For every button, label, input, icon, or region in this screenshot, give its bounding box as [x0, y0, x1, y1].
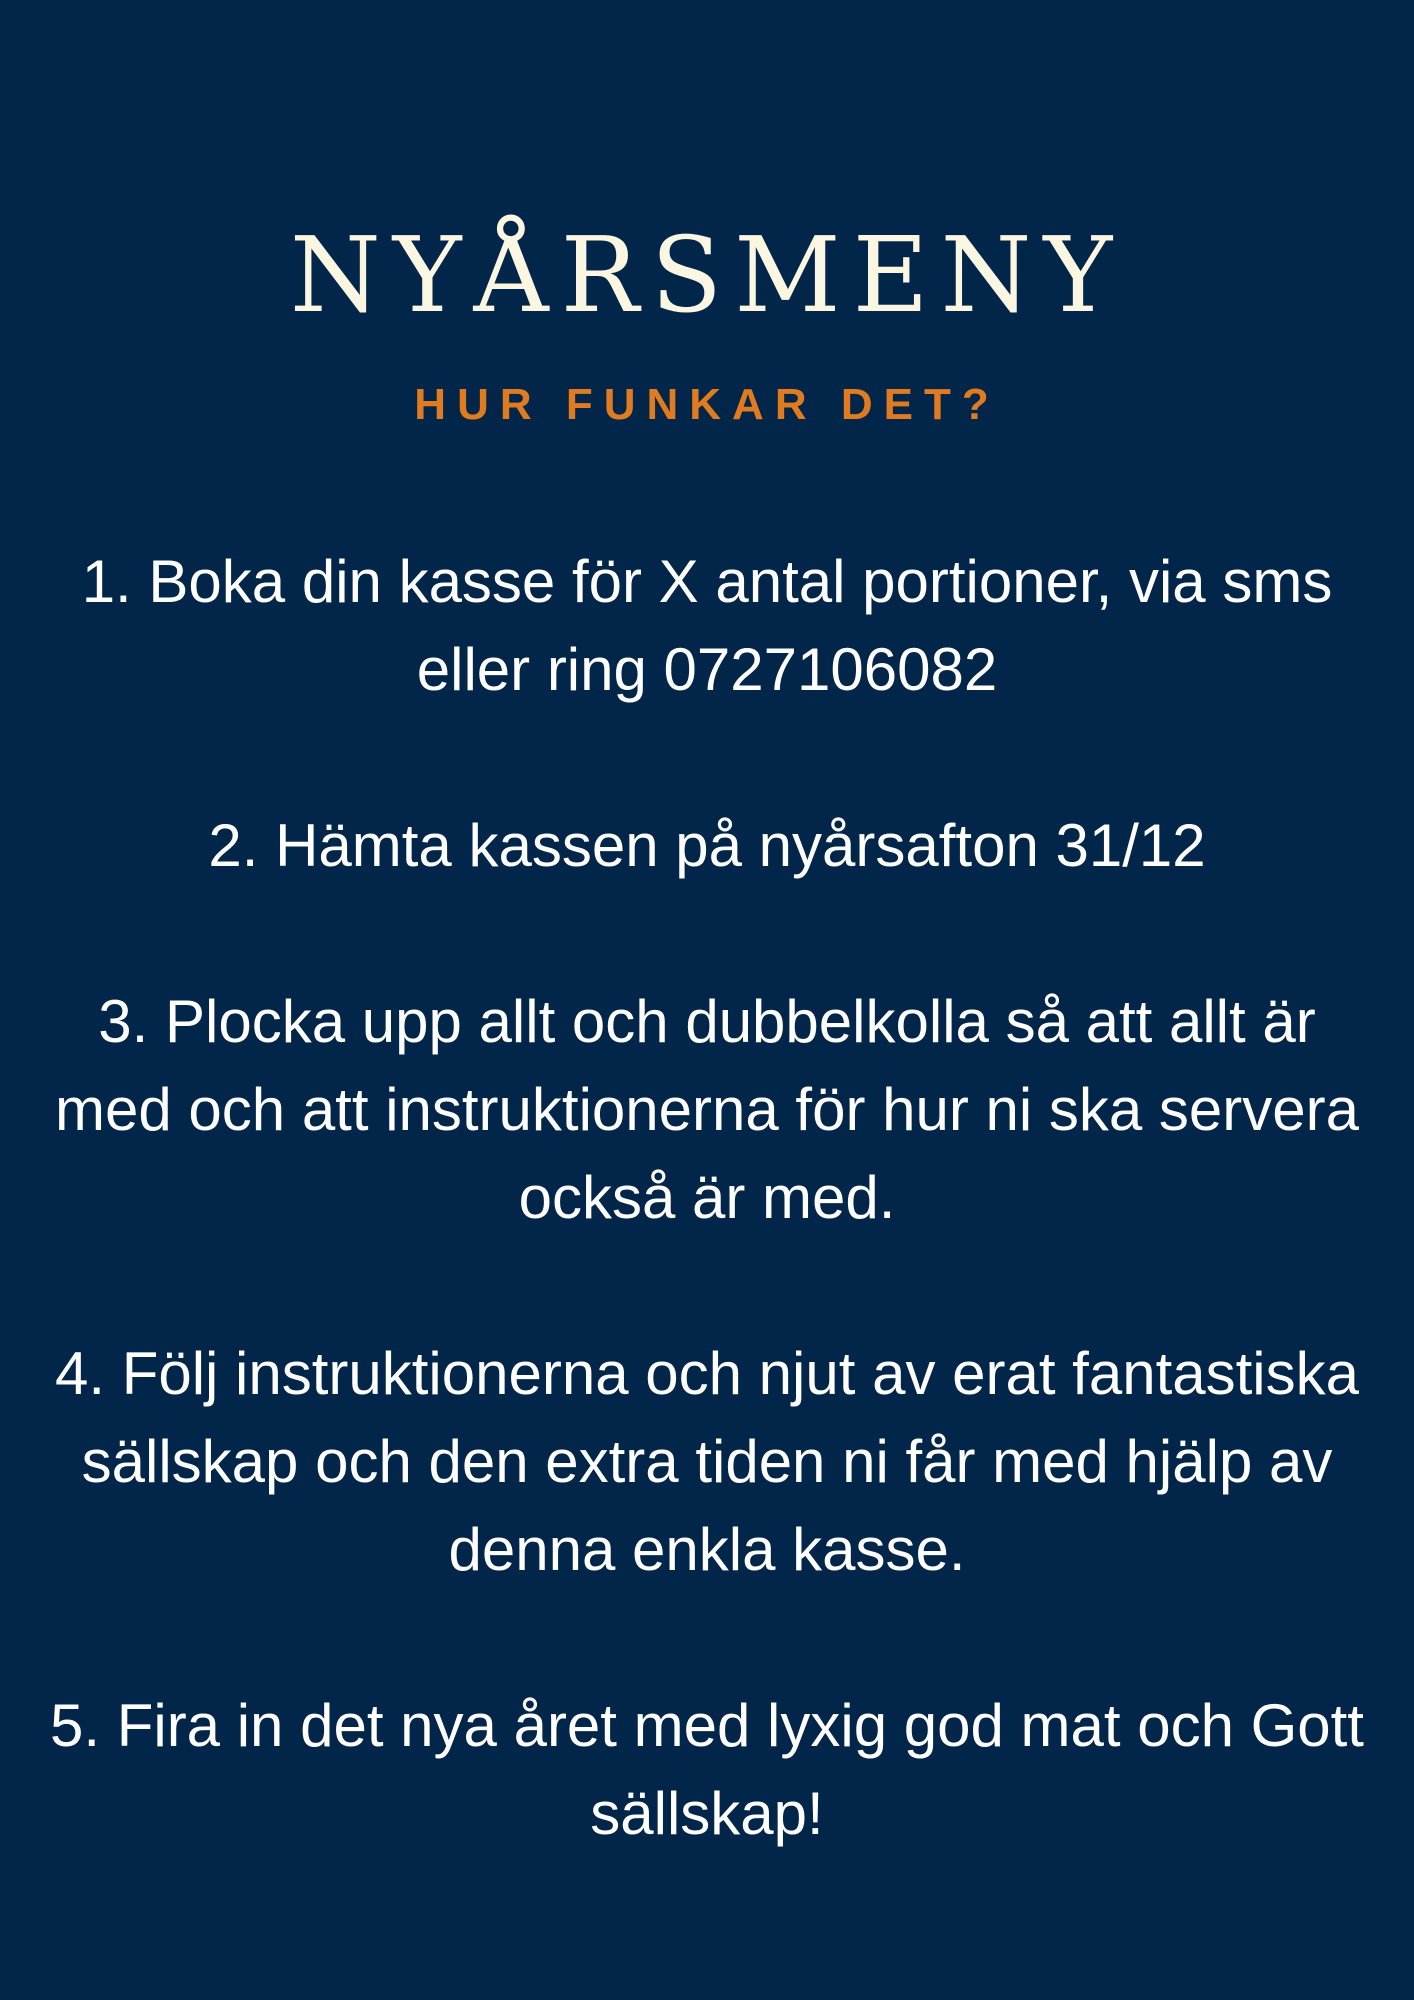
page-title: NYÅRSMENY: [289, 214, 1125, 336]
page-subtitle: HUR FUNKAR DET?: [414, 380, 1000, 429]
step-1: 1. Boka din kasse för X antal portioner, via sms eller ring 0727106082: [81, 548, 1333, 703]
step-5: 5. Fira in det nya året med lyxig god mat och Gott sällskap!: [50, 1692, 1364, 1847]
step-3: 3. Plocka upp allt och dubbelkolla så att allt är med och att instruktionerna för hur ni ska servera också är med.: [55, 988, 1359, 1231]
step-4: 4. Följ instruktionerna och njut av erat fantastiska sällskap och den extra tiden ni får med hjälp av denna enkla kasse.: [54, 1340, 1359, 1583]
step-2: 2. Hämta kassen på nyårsafton 31/12: [208, 812, 1206, 879]
steps-list: [40, 538, 1374, 1858]
